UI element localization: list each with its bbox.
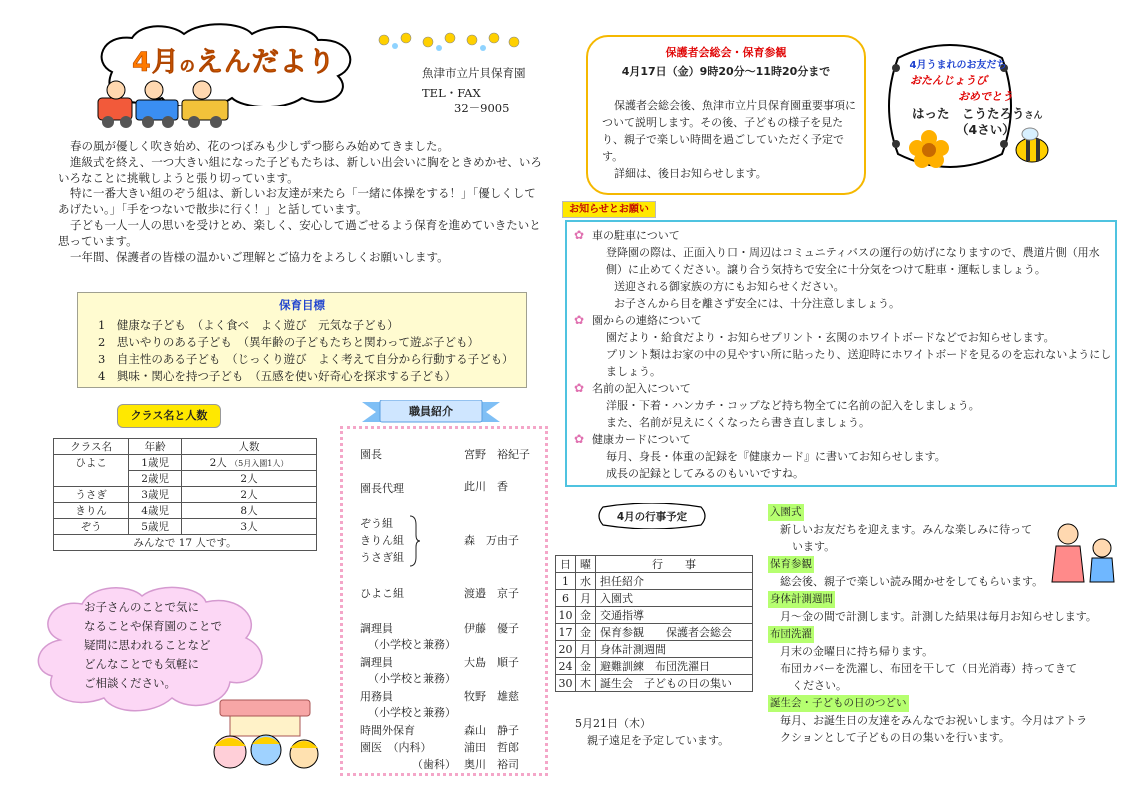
staff-name: 渡邉 京子	[464, 587, 519, 600]
event-desc-line: 新しいお友だちを迎えます。みんな楽しみに待って	[780, 523, 1033, 536]
notices-body	[572, 227, 1112, 482]
goal-item: 1 健康な子ども （よく食べ よく遊び 元気な子ども）	[98, 318, 399, 332]
staff-role: 園医 （内科）	[360, 741, 432, 754]
staff-note: （小学校と兼務）	[368, 638, 456, 651]
staff-role: ぞう組	[360, 517, 393, 530]
notice-line: プリント類はお家の中の見やすい所に貼ったり、送迎時にホワイトボードを見るのを忘れないようにしましょう。	[606, 348, 1112, 378]
col-header: 年齢	[129, 439, 182, 455]
nursery-info	[422, 66, 526, 116]
event-desc-line: 月末の金曜日に持ち帰ります。	[780, 645, 934, 658]
event-name: 保育参観 保護者会総会	[596, 624, 753, 641]
staff-role: 調理員	[360, 656, 393, 669]
table-row	[54, 503, 317, 519]
staff-role: 園長代理	[360, 482, 404, 495]
event-desc-heading: 布団洗濯	[768, 626, 814, 643]
class-section-title: クラス名と人数	[117, 404, 221, 428]
table-row	[54, 455, 317, 471]
intro-paragraph: 春の風が優しく吹き始め、花のつぼみも少しずつ膨らみ始めてきました。	[70, 139, 450, 153]
event-name: 入園式	[596, 590, 753, 607]
event-day: 30	[556, 675, 576, 692]
class-count: 8人	[181, 503, 316, 519]
meeting-title: 保護者会総会・保育参観	[665, 46, 787, 59]
class-table	[53, 438, 317, 551]
notice-line: 送迎される御家族の方にもお知らせください。	[614, 280, 845, 293]
class-age: 5歳児	[129, 519, 182, 535]
event-name: 避難訓練 布団洗濯日	[596, 658, 753, 675]
class-age: 2歳児	[129, 471, 182, 487]
event-weekday: 金	[576, 607, 596, 624]
flower-bullet-icon: ✿	[574, 381, 585, 395]
table-header-row	[556, 556, 753, 573]
notice-line: 登降園の際は、正面入り口・周辺はコミュニティバスの運行の妨げになりますので、農道片側（用水側）に止めてください。譲り合う気持ちで安全に十分気をつけて駐車・運転しましょう。	[606, 246, 1100, 276]
may-note	[575, 715, 729, 749]
event-day: 6	[556, 590, 576, 607]
staff-name: 牧野 雄慈	[464, 690, 519, 703]
birthday-caption: 4月うまれのお友だち	[909, 60, 1007, 71]
event-desc-line: 総会後、親子で楽しい読み聞かせをしてもらいます。	[780, 575, 1044, 588]
col-header: 行 事	[596, 556, 753, 573]
may-date: 5月21日（木）	[575, 717, 651, 730]
meeting-date: 4月17日（金）9時20分～11時20分まで	[621, 65, 831, 78]
goal-item: 4 興味・関心を持つ子ども （五感を使い好奇心を探求する子ども）	[98, 369, 457, 383]
notice-heading: ✿ 健康カードについて	[574, 432, 691, 446]
staff-title: 職員紹介	[409, 405, 453, 418]
event-desc-line: クションとして子どもの日の集いを行います。	[780, 731, 1010, 744]
class-name: うさぎ	[54, 487, 129, 503]
event-name: 身体計測週間	[596, 641, 753, 658]
goal-item: 2 思いやりのある子ども （異年齢の子どもたちと関わって遊ぶ子ども）	[98, 335, 479, 349]
kids-with-house-illustration	[200, 692, 330, 776]
events-title: 4月の行事予定	[616, 511, 688, 523]
event-desc-line: ください。	[792, 679, 847, 692]
group-brace	[409, 515, 421, 567]
staff-role: （歯科）	[412, 758, 456, 771]
notice-line: 成長の記録としてみるのもいいですね。	[606, 467, 804, 480]
staff-role: 用務員	[360, 690, 393, 703]
goals-title: 保育目標	[279, 298, 325, 312]
staff-name: 伊藤 優子	[464, 622, 519, 635]
tel-number: 32－9005	[454, 101, 510, 115]
notice-heading: ✿ 車の駐車について	[574, 228, 680, 242]
class-total: みんなで 17 人です。	[54, 535, 317, 551]
staff-name: 宮野 裕紀子	[464, 448, 530, 461]
flower-bullet-icon: ✿	[574, 313, 585, 327]
notice-line: また、名前が見えにくくなったら書き直しましょう。	[606, 416, 870, 429]
birthday-age: （4さい）	[956, 122, 1015, 137]
meeting-paragraph: 詳細は、後日お知らせします。	[614, 167, 767, 180]
question-line: なることや保育園のことで	[84, 619, 222, 633]
event-desc-heading: 保育参観	[768, 556, 814, 573]
staff-role: 園長	[360, 448, 382, 461]
col-header: 日	[556, 556, 576, 573]
event-day: 17	[556, 624, 576, 641]
event-day: 10	[556, 607, 576, 624]
event-weekday: 月	[576, 590, 596, 607]
event-weekday: 金	[576, 658, 596, 675]
event-desc-heading: 入園式	[768, 504, 804, 521]
staff-name: 浦田 哲郎	[464, 741, 519, 754]
class-count: 2人	[181, 487, 316, 503]
event-desc-heading: 身体計測週間	[768, 591, 835, 608]
table-row	[556, 607, 753, 624]
event-weekday: 木	[576, 675, 596, 692]
flower-bullet-icon: ✿	[574, 432, 585, 446]
staff-name: 大島 順子	[464, 656, 519, 669]
staff-role: 調理員	[360, 622, 393, 635]
table-row	[556, 590, 753, 607]
question-line: どんなことでも気軽に	[84, 657, 199, 671]
may-plan: 親子遠足を予定しています。	[587, 734, 730, 747]
class-name: ぞう	[54, 519, 129, 535]
event-desc-line: 毎月、お誕生日の友達をみんなでお祝いします。今月はアトラ	[780, 714, 1088, 727]
class-name: ひよこ	[54, 455, 129, 487]
class-name: きりん	[54, 503, 129, 519]
staff-note: （小学校と兼務）	[368, 706, 456, 719]
table-total-row	[54, 535, 317, 551]
event-day: 24	[556, 658, 576, 675]
question-line: ご相談ください。	[84, 676, 176, 690]
notice-heading: ✿ 園からの連絡について	[574, 313, 702, 327]
notice-line: お子さんから目を離さず安全には、十分注意しましょう。	[614, 297, 900, 310]
tel-label: TEL・FAX	[422, 86, 481, 100]
event-desc-line: 布団カバーを洗濯し、布団を干して（日光消毒）持ってきて	[780, 662, 1077, 675]
intro-paragraph: 一年間、保護者の皆様の温かいご理解とご協力をよろしくお願いします。	[70, 249, 449, 264]
notice-line: 洋服・下着・ハンカチ・コップなど持ち物全てに名前の記入をしましょう。	[606, 399, 980, 412]
staff-role: うさぎ組	[360, 551, 404, 564]
event-weekday: 金	[576, 624, 596, 641]
event-name: 誕生会 子どもの日の集い	[596, 675, 753, 692]
goals-list	[98, 317, 526, 385]
col-header: 曜	[576, 556, 596, 573]
table-row	[556, 675, 753, 692]
staff-role: ひよこ組	[360, 587, 404, 600]
class-count: 2人 （5月入園1人）	[181, 455, 316, 471]
class-count: 2人	[181, 471, 316, 487]
event-desc-heading: 誕生会・子どもの日のつどい	[768, 695, 909, 712]
nursery-name: 魚津市立片貝保育園	[422, 66, 526, 80]
intro-paragraph: 子ども一人一人の思いを受けとめ、楽しく、安心して過ごせるよう保育を進めていきたいと思っています。	[58, 217, 541, 248]
birthday-greeting: おたんじょうび	[910, 74, 987, 87]
flower-icon	[904, 128, 954, 174]
birthday-greeting: おめでとう	[958, 90, 1013, 103]
notice-line: 園だより・給食だより・お知らせプリント・玄関のホワイトボードなどでお知らせします。	[606, 331, 1055, 344]
question-line: お子さんのことで気に	[84, 600, 199, 614]
table-row	[556, 658, 753, 675]
bee-icon	[1010, 124, 1056, 166]
col-header: 人数	[181, 439, 316, 455]
page-title: 4月のえんだより	[132, 47, 336, 78]
intro-text	[58, 139, 544, 265]
event-desc-line: います。	[792, 540, 836, 553]
event-weekday: 水	[576, 573, 596, 590]
goal-item: 3 自主性のある子ども （じっくり遊び よく考えて自分から行動する子ども）	[98, 352, 514, 366]
childcare-goals-box	[77, 292, 527, 388]
events-table	[555, 555, 753, 692]
notice-heading: ✿ 名前の記入について	[574, 381, 691, 395]
staff-name: 森 万由子	[464, 534, 519, 547]
class-note: （5月入園1人）	[230, 459, 289, 468]
meeting-body	[602, 97, 858, 182]
table-row	[556, 573, 753, 590]
train-illustration	[94, 80, 234, 130]
staff-note: （小学校と兼務）	[368, 672, 456, 685]
class-count: 3人	[181, 519, 316, 535]
table-row	[54, 487, 317, 503]
table-row	[54, 519, 317, 535]
event-name: 交通指導	[596, 607, 753, 624]
event-desc-line: 月～金の間で計測します。計測した結果は毎月お知らせします。	[780, 610, 1097, 623]
staff-name: 森山 静子	[464, 724, 519, 737]
intro-paragraph: 進級式を終え、一つ大きい組になった子どもたちは、新しい出会いに胸をときめかせ、いろいろなことに挑戦しようと張り切っています。	[58, 154, 542, 185]
event-day: 20	[556, 641, 576, 658]
flower-bullet-icon: ✿	[574, 228, 585, 242]
staff-role: 時間外保育	[360, 724, 415, 737]
staff-role: きりん組	[360, 534, 404, 547]
intro-paragraph: 特に一番大きい組のぞう組は、新しいお友達が来たら「一緒に体操をする！」「優しくしてあげたい。」「手をつないで散歩に行く！」と話しています。	[58, 186, 536, 217]
question-message	[84, 598, 222, 693]
event-weekday: 月	[576, 641, 596, 658]
col-header: クラス名	[54, 439, 129, 455]
staff-name: 奥川 裕司	[464, 758, 519, 771]
birthday-name: はった こうたろうさん	[912, 106, 1043, 121]
table-header-row	[54, 439, 317, 455]
butterfly-decoration	[376, 28, 520, 54]
table-row	[556, 641, 753, 658]
event-day: 1	[556, 573, 576, 590]
class-age: 4歳児	[129, 503, 182, 519]
question-line: 疑問に思われることなど	[84, 638, 211, 652]
notices-title: お知らせとお願い	[562, 201, 656, 218]
mother-child-illustration	[1046, 522, 1122, 584]
class-age: 3歳児	[129, 487, 182, 503]
class-age: 1歳児	[129, 455, 182, 471]
table-row	[556, 624, 753, 641]
notice-line: 毎月、身長・体重の記録を『健康カード』に書いてお知らせします。	[606, 450, 946, 463]
staff-name: 此川 香	[464, 480, 508, 493]
event-name: 担任紹介	[596, 573, 753, 590]
meeting-paragraph: 保護者会総会後、魚津市立片貝保育園重要事項について説明します。その後、子どもの様子を見たり、親子で楽しい時間を過ごしていただく予定です。	[602, 99, 856, 163]
